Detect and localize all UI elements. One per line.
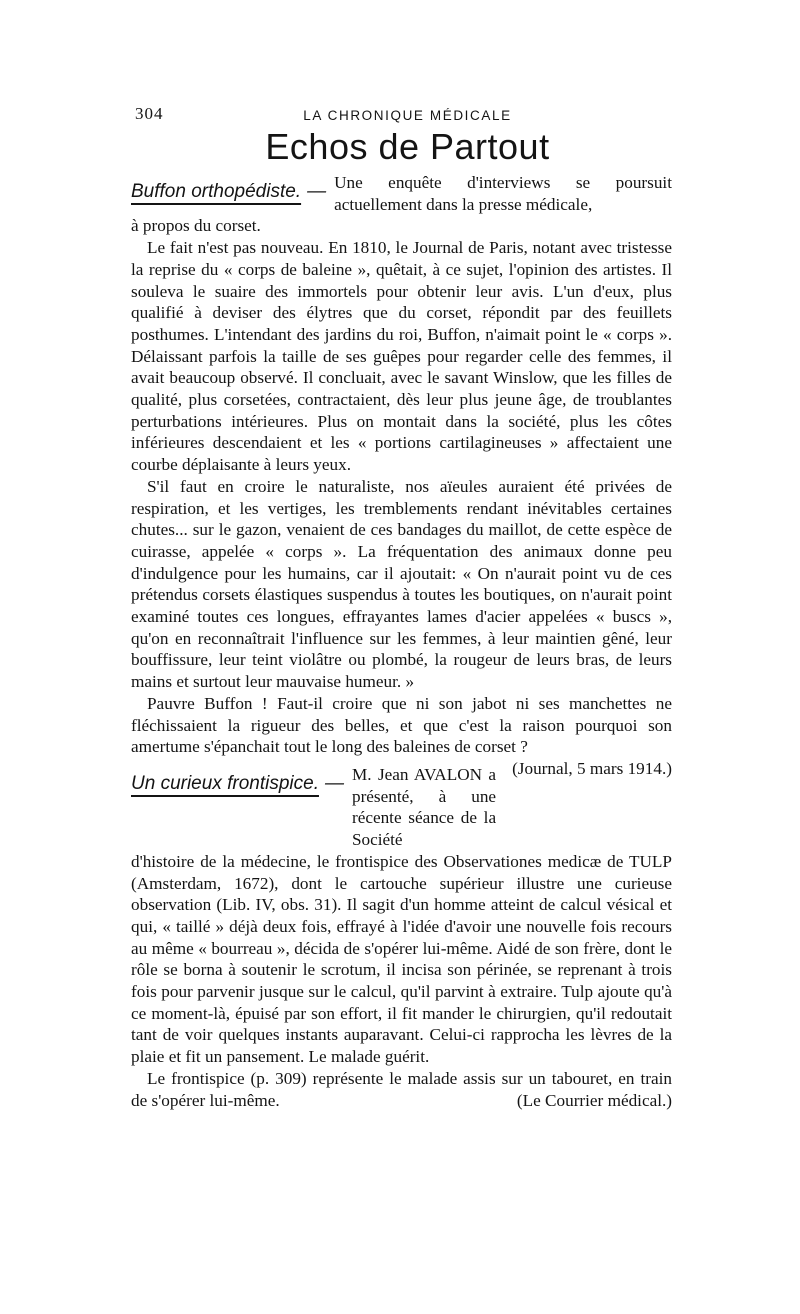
article-frontispice-headline [131,764,352,795]
headline-label: Un curieux frontispice. [131,772,319,794]
headline-dash: — [307,181,327,202]
article-frontispice-paragraph-2 [131,1068,672,1111]
article-buffon-lead-cont: à propos du corset. [131,216,261,236]
article-buffon-paragraph-2: S'il faut en croire le naturaliste, nos aïeules auraient été privées de respiration, et les vertiges, les tremblements rendant inévitables certaines chutes... sur le gazon, venaient de ces bandages du maillot, de cette espèce de cuirasse, appelée « corps ». La fréquentation des animaux donne peu d'indulgence pour les humains, car il ajoutait: « On n'aurait point vu de ces prétendus corsets élastiques suspendus à toutes les boutiques, on n'aurait point examiné toutes ces longues, effrayantes lames d'acier appelées « buscs », qu'on en reconnaîtrait l'influence sur les femmes, à leur maintien gêné, leur bouffissure, leur teint violâtre ou plombé, la rougeur de leurs bras, de leurs mains et surtout leur mauvaise humeur. » [131,476,672,692]
article-buffon-headline-block [131,172,672,215]
section-title: Echos de Partout [265,126,550,167]
paragraph-text: Pauvre Buffon ! Faut-il croire que ni son jabot ni ses manchettes ne fléchissaient la rigueur des belles, et que c'est la raison pourquoi son amertume s'épanchait tout le long des baleines de corset ? [131,693,672,757]
article-frontispice-source: (Le Courrier médical.) [516,1090,672,1110]
running-head: LA CHRONIQUE MÉDICALE [303,108,512,123]
article-buffon-headline [131,172,334,203]
article-buffon-lead: Une enquête d'interviews se poursuit actuellement dans la presse médicale, [334,173,672,214]
headline-dash: — [324,772,344,794]
article-frontispice-headline-block [131,764,496,851]
headline-label: Buffon orthopédiste. [131,181,302,202]
article-column [131,172,672,1111]
article-frontispice-lead: M. Jean AVALON a présenté, à une récente séance de la Société [351,764,497,850]
article-buffon-source: (Journal, 5 mars 1914.) [512,758,672,778]
article-buffon-paragraph-1: Le fait n'est pas nouveau. En 1810, le Journal de Paris, notant avec tristesse la reprise du « corps de baleine », quêtait, à ce sujet, l'opinion des artistes. Il souleva le suaire des immortels pour obtenir leur avis. L'un d'eux, plus qualifié à deviser des élytres que du corset, répondit par des feuillets posthumes. L'intendant des jardins du roi, Buffon, n'aimait point le « corps ». Délaissant parfois la taille de ses guêpes pour regarder celle des femmes, il avait beaucoup observé. Il concluait, avec le savant Winslow, que les filles de qualité, plus corsetées, contractaient, dès leur plus jeune âge, de troublantes perturbations intérieures. Plus on montait dans la société, plus les côtes inférieures descendaient et les « portions cartilagineuses » affectaient une courbe déplaisante à leurs yeux. [131,238,672,475]
paragraph-text: Le frontispice (p. 309) représente le malade assis sur un tabouret, en train de s'opérer lui-même. [131,1068,672,1110]
article-buffon-paragraph-3 [131,693,672,778]
article-frontispice-paragraph-1: d'histoire de la médecine, le frontispice des Observationes medicæ de TULP (Amsterdam, 1672), dont le cartouche supérieur illustre une curieuse observation (Lib. IV, obs. 31). Il sagit d'un homme atteint de calcul vésical et qui, « taillé » déjà deux fois, effrayé à l'idée d'avoir une nouvelle fois recours au même « bourreau », décida de s'opérer lui-même. Aidé de son frère, dont le rôle se borna à soutenir le scrotum, il incisa son périnée, se reprenant à trois fois pour parvenir jusque sur le calcul, qu'il parvint à extraire. Tulp ajoute qu'à ce moment-là, épuisé par son effort, il fit mander le chirurgien, qu'il redoutait tant de voir quelques instants auparavant. Celui-ci rapprocha les lèvres de la plaie et fit un pansement. Le malade guérit. [131,851,672,1067]
page-number: 304 [135,104,164,123]
